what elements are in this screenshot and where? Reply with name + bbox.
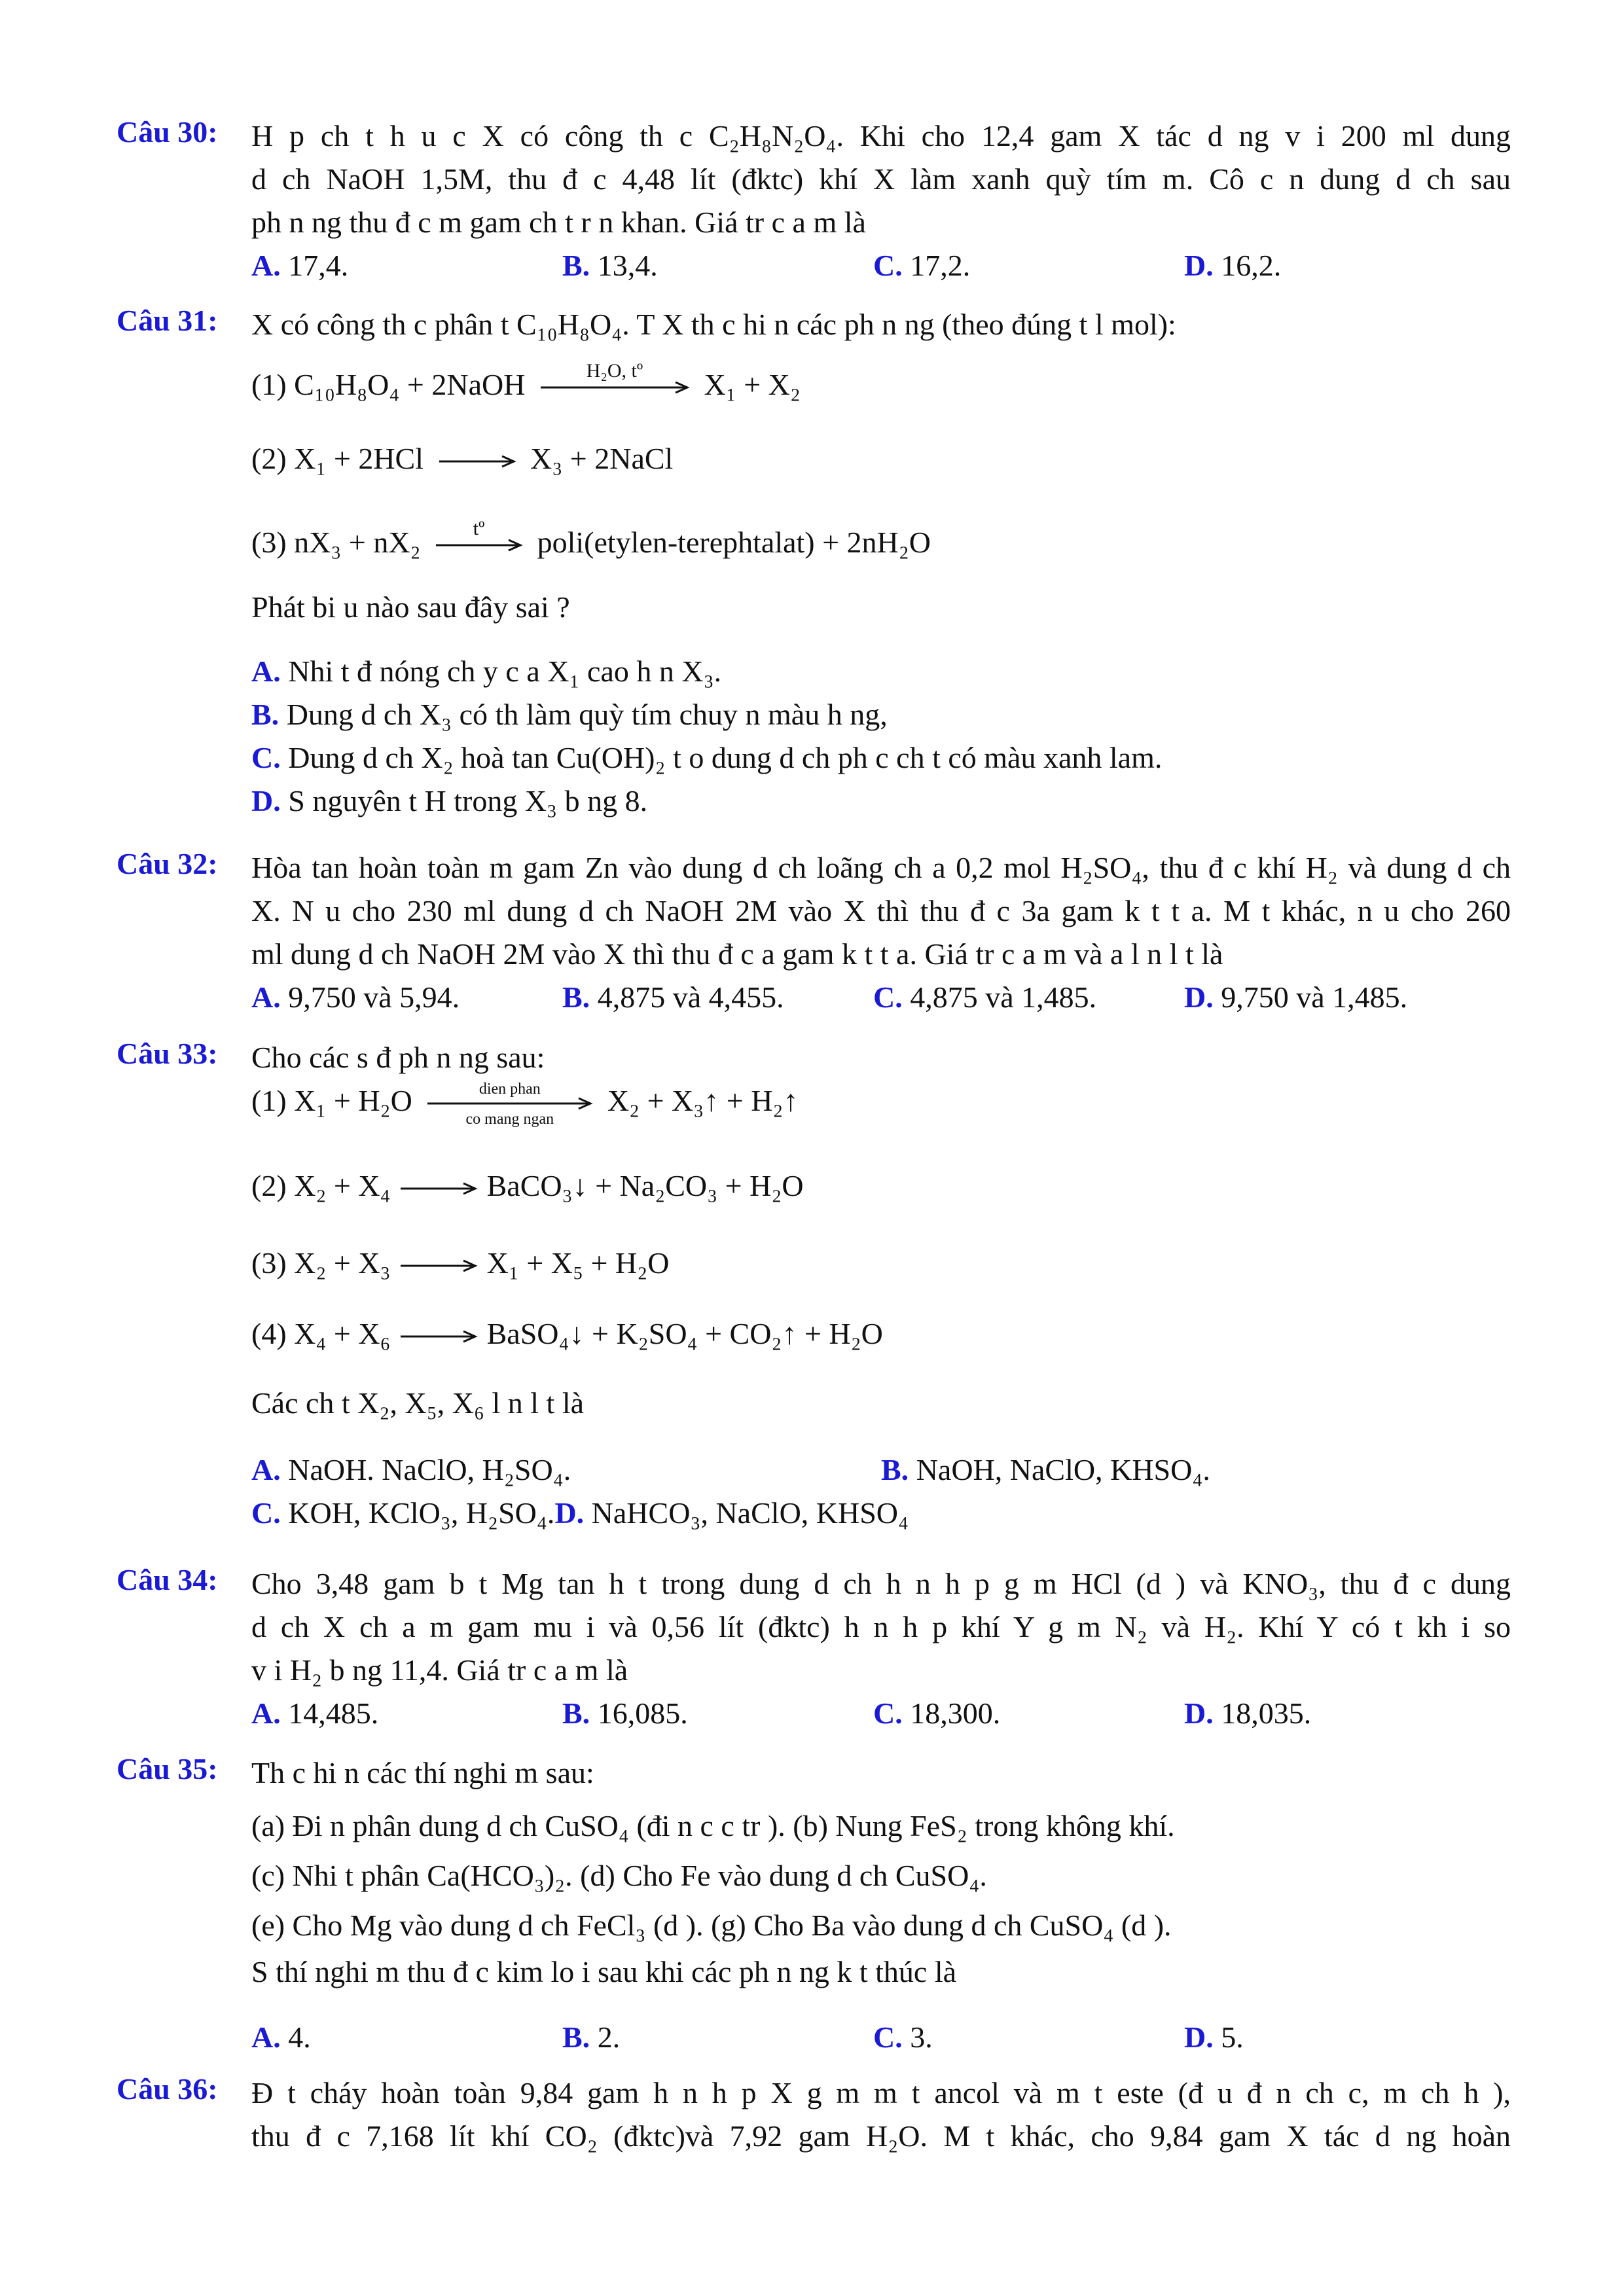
question-text-line: H p ch t h u c X có công th c C₂H₈N₂O₄. Khi cho 12,4 gam X tác d ng v i 200 ml dung bbox=[251, 119, 1511, 152]
question-text-line: X. N u cho 230 ml dung d ch NaOH 2M vào X thì thu đ c 3a gam k t t a. M t khác, n u cho 260 bbox=[251, 894, 1511, 927]
option-a[interactable]: A. 9,750 và 5,94. bbox=[251, 980, 460, 1014]
reaction-3: (3) nX₃ + nX₂ tº poli(etylen-terephtalat) + 2nH₂O bbox=[251, 518, 931, 559]
question-text-line: Cho 3,48 gam b t Mg tan h t trong dung d ch h n h p g m HCl (d ) và KNO₃, thu đ c dung bbox=[251, 1567, 1511, 1600]
option-b[interactable]: B. 16,085. bbox=[562, 1696, 688, 1730]
option-c[interactable]: C. 17,2. bbox=[873, 249, 971, 282]
reaction-arrow bbox=[399, 1330, 478, 1343]
question-text-line: Hòa tan hoàn toàn m gam Zn vào dung d ch loãng ch a 0,2 mol H₂SO₄, thu đ c khí H₂ và dung d ch bbox=[251, 851, 1511, 884]
option-c[interactable]: C. 4,875 và 1,485. bbox=[873, 980, 1097, 1014]
reaction-2: (2) X₂ + X₄ BaCO₃↓ + Na₂CO₃ + H₂O bbox=[251, 1169, 804, 1202]
question-label: Câu 30: bbox=[117, 115, 218, 149]
question-text-line: X có công th c phân t C₁₀H₈O₄. T X th c hi n các ph n ng (theo đúng t l mol): bbox=[251, 308, 1176, 341]
question-text-line: S thí nghi m thu đ c kim lo i sau khi các ph n ng k t thúc là bbox=[251, 1955, 957, 1988]
experiment-line: (c) Nhi t phân Ca(HCO₃)₂. (d) Cho Fe vào dung d ch CuSO₄. bbox=[251, 1859, 987, 1892]
option-c[interactable]: C. 18,300. bbox=[873, 1696, 1001, 1730]
question-label: Câu 31: bbox=[117, 304, 218, 337]
reaction-arrow bbox=[438, 455, 516, 468]
answer-options bbox=[251, 1448, 1511, 1535]
option-d[interactable]: D. NaHCO₃, NaClO, KHSO₄ bbox=[554, 1496, 909, 1530]
question-label: Câu 33: bbox=[117, 1037, 218, 1070]
question-text-line: Đ t cháy hoàn toàn 9,84 gam h n h p X g m m t ancol và m t este (đ u đ n ch c, m ch h ), bbox=[251, 2076, 1511, 2109]
reaction-2: (2) X₁ + 2HCl X₃ + 2NaCl bbox=[251, 442, 674, 475]
answer-options bbox=[251, 2016, 1511, 2059]
option-a[interactable]: A. NaOH. NaClO, H₂SO₄. bbox=[251, 1453, 571, 1486]
option-a[interactable]: A. Nhi t đ nóng ch y c a X₁ cao h n X₃. bbox=[251, 655, 722, 688]
option-d[interactable]: D. 5. bbox=[1184, 2020, 1244, 2054]
question-text-line: Cho các s đ ph n ng sau: bbox=[251, 1041, 545, 1074]
experiment-line: (a) Đi n phân dung d ch CuSO₄ (đi n c c tr ). (b) Nung FeS₂ trong không khí. bbox=[251, 1809, 1175, 1842]
reaction-1: (1) C₁₀H₈O₄ + 2NaOH H₂O, tº X₁ + X₂ bbox=[251, 360, 801, 401]
option-a[interactable]: A. 4. bbox=[251, 2020, 311, 2054]
option-b[interactable]: B. 13,4. bbox=[562, 249, 658, 282]
question-text-line: Các ch t X₂, X₅, X₆ l n l t là bbox=[251, 1386, 585, 1420]
option-b[interactable]: B. NaOH, NaClO, KHSO₄. bbox=[881, 1453, 1210, 1486]
reaction-arrow: H₂O, tº bbox=[539, 381, 690, 394]
option-c[interactable]: C. Dung d ch X₂ hoà tan Cu(OH)₂ t o dung d ch ph c ch t có màu xanh lam. bbox=[251, 741, 1163, 774]
option-b[interactable]: B. Dung d ch X₃ có th làm quỳ tím chuy n màu h ng, bbox=[251, 698, 888, 731]
question-text-line: Th c hi n các thí nghi m sau: bbox=[251, 1756, 594, 1789]
question-text-line: ml dung d ch NaOH 2M vào X thì thu đ c a gam k t t a. Giá tr c a m và a l n l t là bbox=[251, 937, 1223, 971]
question-text-line: thu đ c 7,168 lít khí CO₂ (đktc)và 7,92 gam H₂O. M t khác, cho 9,84 gam X tác d ng hoàn bbox=[251, 2119, 1511, 2153]
reaction-arrow bbox=[399, 1182, 478, 1195]
option-a[interactable]: A. 17,4. bbox=[251, 249, 349, 282]
question-label: Câu 36: bbox=[117, 2072, 218, 2106]
reaction-1: (1) X₁ + H₂O dien phan co mang ngan X₂ + X₃↑ + H₂↑ bbox=[251, 1081, 799, 1128]
question-label: Câu 34: bbox=[117, 1563, 218, 1596]
answer-options bbox=[251, 976, 1511, 1019]
question-text-line: ph n ng thu đ c m gam ch t r n khan. Giá tr c a m là bbox=[251, 206, 866, 239]
reaction-arrow bbox=[399, 1259, 478, 1272]
option-c[interactable]: C. KOH, KClO₃, H₂SO₄. bbox=[251, 1496, 555, 1530]
answer-options bbox=[251, 650, 1162, 823]
answer-options bbox=[251, 244, 1511, 287]
option-d[interactable]: D. 18,035. bbox=[1184, 1696, 1312, 1730]
question-text-line: d ch NaOH 1,5M, thu đ c 4,48 lít (đktc) khí X làm xanh quỳ tím m. Cô c n dung d ch sau bbox=[251, 162, 1511, 196]
question-label: Câu 35: bbox=[117, 1752, 218, 1785]
question-text-line: Phát bi u nào sau đây sai ? bbox=[251, 590, 570, 624]
option-d[interactable]: D. 9,750 và 1,485. bbox=[1184, 980, 1408, 1014]
option-b[interactable]: B. 2. bbox=[562, 2020, 621, 2054]
option-d[interactable]: D. S nguyên t H trong X₃ b ng 8. bbox=[251, 784, 648, 817]
experiment-line: (e) Cho Mg vào dung d ch FeCl₃ (d ). (g) Cho Ba vào dung d ch CuSO₄ (d ). bbox=[251, 1909, 1172, 1942]
reaction-3: (3) X₂ + X₃ X₁ + X₅ + H₂O bbox=[251, 1246, 670, 1280]
option-a[interactable]: A. 14,485. bbox=[251, 1696, 379, 1730]
option-c[interactable]: C. 3. bbox=[873, 2020, 933, 2054]
answer-options bbox=[251, 1692, 1511, 1735]
question-label: Câu 32: bbox=[117, 847, 218, 880]
reaction-arrow: tº bbox=[435, 539, 523, 552]
reaction-4: (4) X₄ + X₆ BaSO₄↓ + K₂SO₄ + CO₂↑ + H₂O bbox=[251, 1317, 883, 1350]
question-text-line: d ch X ch a m gam mu i và 0,56 lít (đktc) h n h p khí Y g m N₂ và H₂. Khí Y có t kh i so bbox=[251, 1610, 1511, 1643]
question-text-line: v i H₂ b ng 11,4. Giá tr c a m là bbox=[251, 1653, 628, 1687]
option-d[interactable]: D. 16,2. bbox=[1184, 249, 1282, 282]
option-b[interactable]: B. 4,875 và 4,455. bbox=[562, 980, 784, 1014]
electrolysis-arrow: dien phan co mang ngan bbox=[426, 1097, 593, 1110]
